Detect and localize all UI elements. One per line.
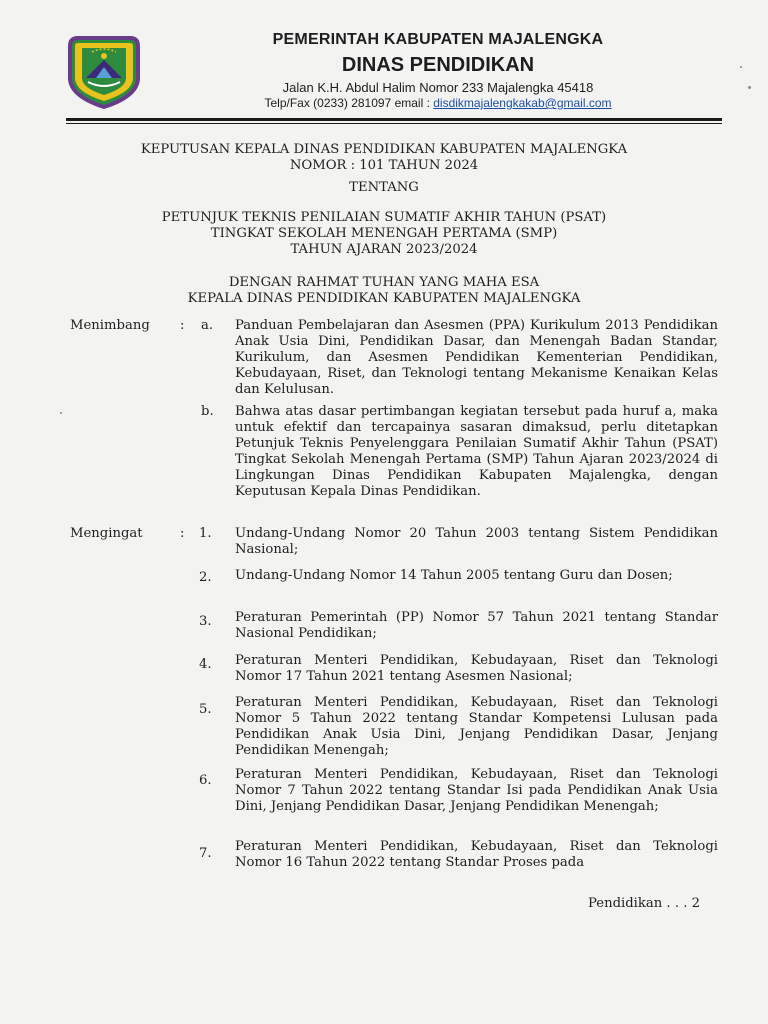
- mengingat-item: Peraturan Pemerintah (PP) Nomor 57 Tahun 2021 tentang Standar Nasional Pendidikan;: [235, 610, 718, 641]
- mengingat-item: Undang-Undang Nomor 14 Tahun 2005 tentang Guru dan Dosen;: [235, 568, 673, 583]
- menimbang-item: Bahwa atas dasar pertimbangan kegiatan tersebut pada huruf a, maka untuk efektif dan tercapainya sasaran dimaksud, perlu ditetapkan Petunjuk Teknis Penyelenggara Penilaian Sumatif Akhir Tahun (PSAT) Tingkat Sekolah Menengah Pertama (SMP) Tahun Ajaran 2023/2024 di Lingkungan Dinas Pendidikan Kabupaten Majalengka, dengan Keputusan Kepala Dinas Pendidikan.: [235, 404, 718, 499]
- list-marker: 3.: [199, 614, 212, 629]
- mengingat-item: Peraturan Menteri Pendidikan, Kebudayaan, Riset dan Teknologi Nomor 16 Tahun 2022 tentang Standar Proses pada: [235, 839, 718, 870]
- mengingat-item: Peraturan Menteri Pendidikan, Kebudayaan, Riset dan Teknologi Nomor 17 Tahun 2021 tentang Asesmen Nasional;: [235, 653, 718, 684]
- list-marker: a.: [201, 318, 214, 333]
- decree-subject-line: TAHUN AJARAN 2023/2024: [290, 242, 478, 257]
- decree-title-line: KEPUTUSAN KEPALA DINAS PENDIDIKAN KABUPATEN MAJALENGKA: [140, 142, 628, 157]
- decree-number: NOMOR : 101 TAHUN 2024: [289, 158, 479, 173]
- menimbang-colon: :: [180, 318, 185, 333]
- mengingat-colon: :: [180, 526, 185, 541]
- letterhead-divider-thick: [66, 118, 722, 121]
- scan-speck: [748, 86, 751, 89]
- list-marker: 1.: [199, 526, 212, 541]
- decree-subject-line: TINGKAT SEKOLAH MENENGAH PERTAMA (SMP): [210, 226, 558, 241]
- official-line: KEPALA DINAS PENDIDIKAN KABUPATEN MAJALENGKA: [187, 291, 581, 306]
- list-marker: 6.: [199, 773, 212, 788]
- list-marker: b.: [201, 404, 214, 419]
- contact-email-link[interactable]: disdikmajalengkakab@gmail.com: [433, 96, 612, 110]
- mengingat-label: Mengingat: [70, 526, 143, 541]
- letterhead-address: Jalan K.H. Abdul Halim Nomor 233 Majalengka 45418: [282, 80, 594, 95]
- mengingat-item: Peraturan Menteri Pendidikan, Kebudayaan, Riset dan Teknologi Nomor 5 Tahun 2022 tentang Standar Kompetensi Lulusan pada Pendidikan Anak Usia Dini, Jenjang Pendidikan Dasar, Jenjang Pendidikan Menengah;: [235, 695, 718, 758]
- list-marker: 2.: [199, 570, 212, 585]
- page-continuation: Pendidikan . . . 2: [588, 896, 700, 911]
- decree-subject: [60, 210, 708, 258]
- tentang-heading: TENTANG: [349, 180, 419, 195]
- list-marker: 7.: [199, 846, 212, 861]
- decree-title: [60, 142, 708, 174]
- letterhead-divider-thin: [66, 123, 722, 124]
- mengingat-item: Undang-Undang Nomor 20 Tahun 2003 tentang Sistem Pendidikan Nasional;: [235, 526, 718, 557]
- list-marker: 5.: [199, 702, 212, 717]
- letterhead: [196, 30, 680, 111]
- blessing-line: DENGAN RAHMAT TUHAN YANG MAHA ESA: [228, 275, 540, 290]
- letterhead-government: PEMERINTAH KABUPATEN MAJALENGKA: [272, 31, 604, 48]
- contact-phone: Telp/Fax (0233) 281097 email :: [264, 96, 434, 110]
- scan-speck: [740, 66, 742, 68]
- menimbang-label: Menimbang: [70, 318, 150, 333]
- decree-subject-line: PETUNJUK TEKNIS PENILAIAN SUMATIF AKHIR TAHUN (PSAT): [161, 210, 607, 225]
- letterhead-contact: [196, 96, 680, 111]
- decree-preamble: [60, 275, 708, 307]
- majalengka-regency-emblem-icon: [66, 34, 142, 110]
- mengingat-item: Peraturan Menteri Pendidikan, Kebudayaan, Riset dan Teknologi Nomor 7 Tahun 2022 tentang Standar Isi pada Pendidikan Anak Usia Dini, Jenjang Pendidikan Dasar, Jenjang Pendidikan Menengah;: [235, 767, 718, 814]
- menimbang-item: Panduan Pembelajaran dan Asesmen (PPA) Kurikulum 2013 Pendidikan Anak Usia Dini, Pendidikan Dasar, dan Menengah Badan Standar, Kurikulum, dan Asesmen Pendidikan Kementerian Pendidikan, Kebudayaan, Riset, dan Teknologi tentang Mekanisme Kenaikan Kelas dan Kelulusan.: [235, 318, 718, 397]
- list-marker: 4.: [199, 657, 212, 672]
- letterhead-agency: DINAS PENDIDIKAN: [341, 54, 535, 76]
- scan-speck: [60, 412, 62, 414]
